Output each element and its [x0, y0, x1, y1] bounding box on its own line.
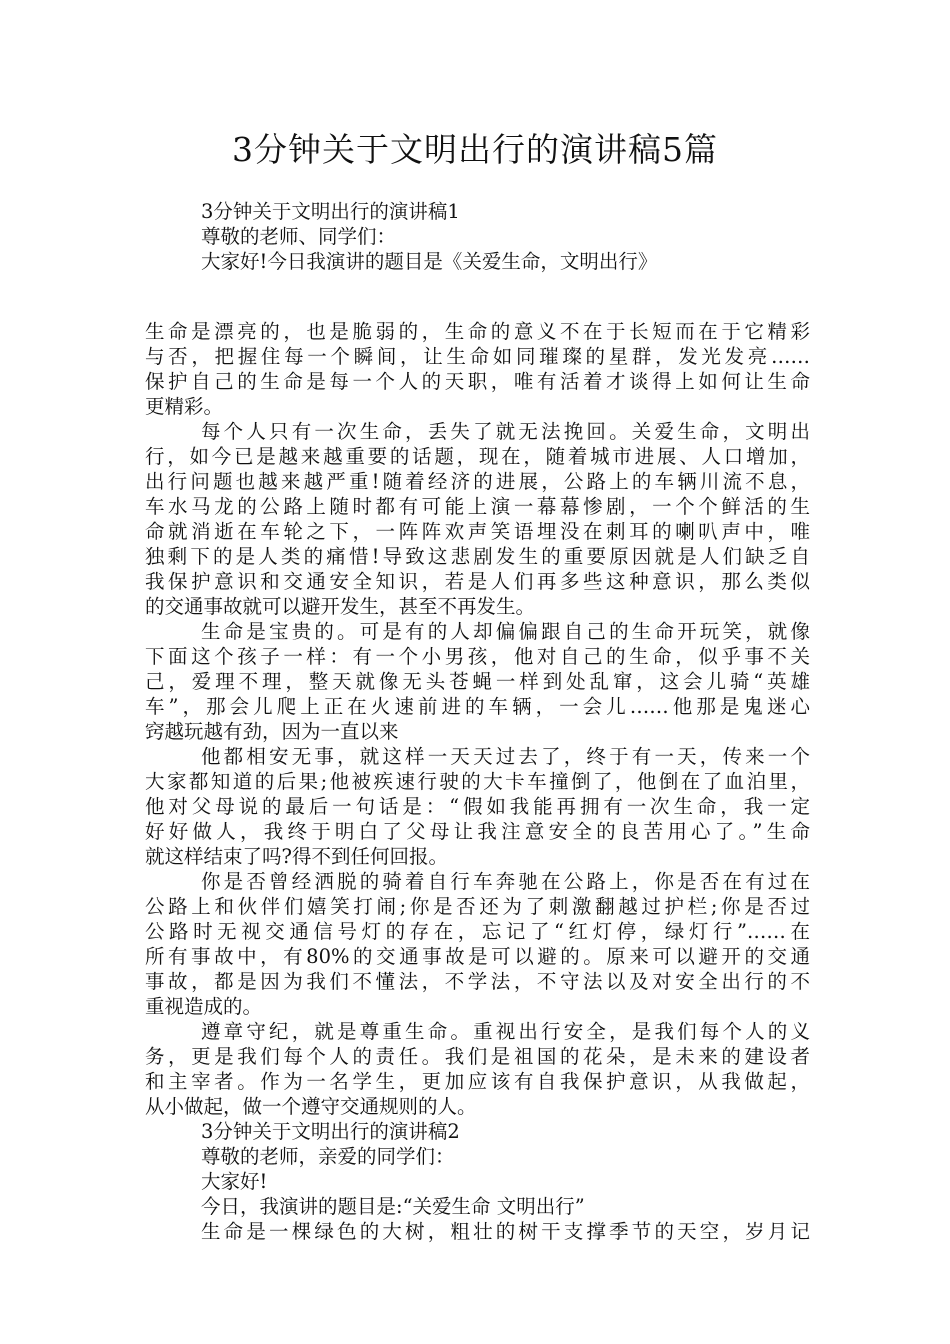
- paragraph-line: 生命是宝贵的。可是有的人却偏偏跟自己的生命开玩笑，就像: [201, 620, 810, 643]
- paragraph-line: 车水马龙的公路上随时都有可能上演一幕幕惨剧，一个个鲜活的生: [145, 495, 810, 518]
- paragraph-line: 从小做起，做一个遵守交通规则的人。: [145, 1095, 477, 1118]
- section1-heading: 3分钟关于文明出行的演讲稿1: [201, 200, 460, 223]
- section2-heading: 3分钟关于文明出行的演讲稿2: [201, 1120, 460, 1143]
- section2-topic: 今日，我演讲的题目是:“关爱生命 文明出行”: [201, 1195, 585, 1218]
- paragraph-line: 所有事故中，有80%的交通事故是可以避的。原来可以避开的交通: [145, 945, 810, 968]
- paragraph-line: 出行问题也越来越严重!随着经济的进展，公路上的车辆川流不息，: [145, 470, 810, 493]
- paragraph-line: 重视造成的。: [145, 995, 263, 1018]
- paragraph-line: 和主宰者。作为一名学生，更加应该有自我保护意识，从我做起，: [145, 1070, 810, 1093]
- paragraph-line: 命就消逝在车轮之下，一阵阵欢声笑语埋没在刺耳的喇叭声中，唯: [145, 520, 810, 543]
- paragraph-line: 就这样结束了吗?得不到任何回报。: [145, 845, 448, 868]
- paragraph-line: 他都相安无事，就这样一天天过去了，终于有一天，传来一个: [201, 745, 810, 768]
- paragraph-line: 遵章守纪，就是尊重生命。重视出行安全，是我们每个人的义: [201, 1020, 810, 1043]
- paragraph-line: 他对父母说的最后一句话是：“假如我能再拥有一次生命，我一定: [145, 795, 810, 818]
- paragraph-gap: [145, 274, 810, 319]
- paragraph-line: 下面这个孩子一样：有一个小男孩，他对自己的生命，似乎事不关: [145, 645, 810, 668]
- paragraph-line: 与否，把握住每一个瞬间，让生命如同璀璨的星群，发光发亮……: [145, 345, 810, 368]
- paragraph-line: 的交通事故就可以避开发生，甚至不再发生。: [145, 595, 536, 618]
- paragraph-line: 独剩下的是人类的痛惜!导致这悲剧发生的重要原因就是人们缺乏自: [145, 545, 810, 568]
- paragraph-line: 保护自己的生命是每一个人的天职，唯有活着才谈得上如何让生命: [145, 370, 810, 393]
- paragraph-line: 我保护意识和交通安全知识，若是人们再多些这种意识，那么类似: [145, 570, 810, 593]
- document-title: 3分钟关于文明出行的演讲稿5篇: [232, 130, 718, 169]
- section2-greeting: 大家好!: [201, 1170, 268, 1193]
- paragraph-line: 务，更是我们每个人的责任。我们是祖国的花朵，是未来的建设者: [145, 1045, 810, 1068]
- paragraph-line: 生命是漂亮的，也是脆弱的，生命的意义不在于长短而在于它精彩: [145, 320, 810, 343]
- section1-opening: 大家好!今日我演讲的题目是《关爱生命，文明出行》: [201, 250, 658, 273]
- paragraph-line: 公路时无视交通信号灯的存在，忘记了“红灯停，绿灯行”……在: [145, 920, 810, 943]
- paragraph-line: 你是否曾经洒脱的骑着自行车奔驰在公路上，你是否在有过在: [201, 870, 810, 893]
- paragraph-line: 事故，都是因为我们不懂法，不学法，不守法以及对安全出行的不: [145, 970, 810, 993]
- paragraph-line: 好好做人，我终于明白了父母让我注意安全的良苦用心了。”生命: [145, 820, 810, 843]
- paragraph-line: 公路上和伙伴们嬉笑打闹;你是否还为了刺激翻越过护栏;你是否过: [145, 895, 810, 918]
- document-body: [145, 199, 810, 1244]
- section2-salutation: 尊敬的老师，亲爱的同学们：: [201, 1145, 455, 1168]
- paragraph-line: 行，如今已是越来越重要的话题，现在，随着城市进展、人口增加，: [145, 445, 810, 468]
- paragraph-line: 生命是一棵绿色的大树，粗壮的树干支撑季节的天空，岁月记: [201, 1220, 810, 1243]
- section1-salutation: 尊敬的老师、同学们：: [201, 225, 397, 248]
- paragraph-line: 己，爱理不理，整天就像无头苍蝇一样到处乱窜，这会儿骑“英雄: [145, 670, 810, 693]
- paragraph-line: 车”，那会儿爬上正在火速前进的车辆，一会儿……他那是鬼迷心: [145, 695, 810, 718]
- paragraph-line: 更精彩。: [145, 395, 224, 418]
- paragraph-line: 大家都知道的后果;他被疾速行驶的大卡车撞倒了，他倒在了血泊里，: [145, 770, 810, 793]
- paragraph-line: 窍越玩越有劲，因为一直以来: [145, 720, 399, 743]
- paragraph-line: 每个人只有一次生命，丢失了就无法挽回。关爱生命，文明出: [201, 420, 810, 443]
